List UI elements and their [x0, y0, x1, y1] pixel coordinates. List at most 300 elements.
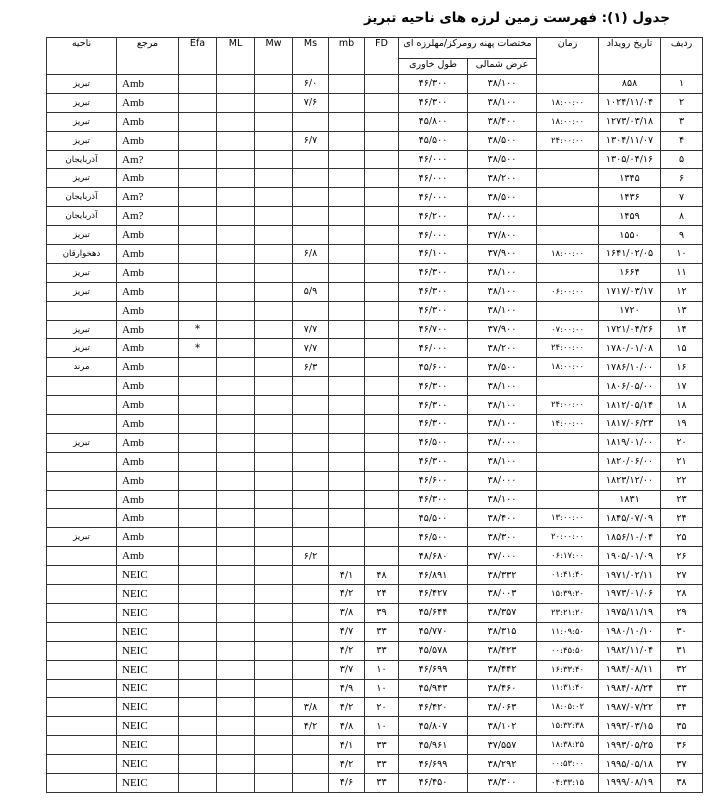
- cell-mb: [329, 490, 365, 509]
- cell-fd: ۳۳: [365, 641, 399, 660]
- cell-lat: ۳۸/۵۰۰: [468, 188, 537, 207]
- cell-lon: ۴۵/۹۶۱: [399, 736, 468, 755]
- cell-fd: ۲۰: [365, 698, 399, 717]
- cell-mw: [255, 433, 293, 452]
- cell-date: ۱۷۲۱/۰۴/۲۶: [599, 320, 661, 339]
- cell-lon: ۴۶/۸۹۱: [399, 566, 468, 585]
- cell-time: ۱۱:۳۱:۴۰: [537, 679, 599, 698]
- cell-lon: ۴۵/۵۰۰: [399, 509, 468, 528]
- cell-lon: ۴۵/۵۰۰: [399, 131, 468, 150]
- cell-ms: [293, 207, 329, 226]
- cell-row: ۱: [661, 75, 703, 94]
- cell-mb: [329, 207, 365, 226]
- cell-row: ۱۵: [661, 339, 703, 358]
- cell-date: ۱۸۴۵/۰۷/۰۹: [599, 509, 661, 528]
- cell-mw: [255, 603, 293, 622]
- table-title: جدول (۱): فهرست زمین لرزه های ناحیه تبریز: [363, 10, 670, 26]
- cell-ref: Amb: [117, 433, 179, 452]
- table-row: [47, 377, 703, 396]
- cell-ms: ۷/۷: [293, 320, 329, 339]
- cell-region: تبریز: [47, 131, 117, 150]
- cell-fd: [365, 358, 399, 377]
- cell-ms: ۶/۰: [293, 75, 329, 94]
- cell-lat: ۳۸/۳۳۲: [468, 566, 537, 585]
- cell-mw: [255, 263, 293, 282]
- cell-ms: [293, 226, 329, 245]
- cell-ref: Amb: [117, 415, 179, 434]
- cell-mb: [329, 509, 365, 528]
- cell-row: ۱۹: [661, 415, 703, 434]
- cell-efa: [179, 471, 217, 490]
- header-epicenter: مختصات پهنه رومرکز/مهلرزه ای: [399, 38, 537, 59]
- cell-lat: ۳۸/۱۰۲: [468, 717, 537, 736]
- cell-time: ۱۴:۰۰:۰۰: [537, 415, 599, 434]
- cell-lon: ۴۶/۴۲۰: [399, 698, 468, 717]
- cell-time: ۱۵:۳۲:۳۸: [537, 717, 599, 736]
- cell-time: [537, 150, 599, 169]
- cell-time: ۱۸:۰۰:۰۰: [537, 112, 599, 131]
- table-row: [47, 263, 703, 282]
- cell-efa: *: [179, 320, 217, 339]
- cell-fd: ۱۰: [365, 660, 399, 679]
- table-row: [47, 717, 703, 736]
- cell-mb: [329, 471, 365, 490]
- cell-ref: Amb: [117, 320, 179, 339]
- cell-row: ۹: [661, 226, 703, 245]
- cell-efa: [179, 528, 217, 547]
- cell-ref: NEIC: [117, 660, 179, 679]
- table-row: [47, 433, 703, 452]
- cell-mb: [329, 358, 365, 377]
- cell-fd: ۲۴: [365, 585, 399, 604]
- table-row: [47, 93, 703, 112]
- table-row: [47, 301, 703, 320]
- cell-date: ۱۸۳۱: [599, 490, 661, 509]
- cell-mw: [255, 622, 293, 641]
- cell-lat: ۳۸/۱۰۰: [468, 415, 537, 434]
- cell-ml: [217, 339, 255, 358]
- cell-mw: [255, 736, 293, 755]
- cell-time: ۱۶:۳۳:۴۰: [537, 660, 599, 679]
- cell-ref: Amb: [117, 377, 179, 396]
- table-row: [47, 698, 703, 717]
- cell-date: ۱۴۳۶: [599, 188, 661, 207]
- cell-time: ۰۰:۴۵:۵۰: [537, 641, 599, 660]
- cell-region: [47, 452, 117, 471]
- cell-ms: [293, 603, 329, 622]
- cell-fd: ۳۹: [365, 603, 399, 622]
- header-ref: مرجع: [117, 38, 179, 75]
- cell-efa: [179, 698, 217, 717]
- table-row: [47, 622, 703, 641]
- cell-mw: [255, 679, 293, 698]
- cell-time: ۰۷:۰۰:۰۰: [537, 320, 599, 339]
- cell-efa: [179, 452, 217, 471]
- table-row: [47, 339, 703, 358]
- cell-row: ۳۴: [661, 698, 703, 717]
- cell-row: ۲۹: [661, 603, 703, 622]
- cell-fd: [365, 93, 399, 112]
- cell-ms: [293, 263, 329, 282]
- cell-lat: ۳۸/۴۲۳: [468, 641, 537, 660]
- cell-time: [537, 490, 599, 509]
- cell-mw: [255, 471, 293, 490]
- cell-region: تبریز: [47, 263, 117, 282]
- cell-mb: [329, 112, 365, 131]
- cell-ref: Am?: [117, 207, 179, 226]
- cell-row: ۳۰: [661, 622, 703, 641]
- cell-row: ۱۳: [661, 301, 703, 320]
- cell-ms: ۴/۲: [293, 717, 329, 736]
- cell-region: [47, 547, 117, 566]
- cell-lat: ۳۷/۵۵۷: [468, 736, 537, 755]
- cell-lat: ۳۸/۴۶۰: [468, 679, 537, 698]
- cell-ml: [217, 566, 255, 585]
- cell-ms: ۶/۸: [293, 245, 329, 264]
- cell-lon: ۴۶/۴۲۷: [399, 585, 468, 604]
- table-row: [47, 660, 703, 679]
- table-row: [47, 150, 703, 169]
- cell-lat: ۳۷/۹۰۰: [468, 245, 537, 264]
- cell-mb: [329, 320, 365, 339]
- cell-mw: [255, 301, 293, 320]
- cell-region: تبریز: [47, 93, 117, 112]
- cell-time: ۱۱:۰۹:۵۰: [537, 622, 599, 641]
- cell-ml: [217, 509, 255, 528]
- cell-fd: [365, 547, 399, 566]
- table-row: [47, 320, 703, 339]
- table-row: [47, 169, 703, 188]
- cell-mw: [255, 282, 293, 301]
- cell-lon: ۴۶/۰۰۰: [399, 339, 468, 358]
- cell-ms: [293, 490, 329, 509]
- cell-fd: [365, 150, 399, 169]
- cell-ref: Amb: [117, 75, 179, 94]
- cell-region: [47, 660, 117, 679]
- cell-efa: [179, 169, 217, 188]
- cell-date: ۱۰۲۴/۱۱/۰۴: [599, 93, 661, 112]
- cell-ref: NEIC: [117, 736, 179, 755]
- cell-ref: Am?: [117, 188, 179, 207]
- cell-mw: [255, 773, 293, 792]
- cell-row: ۳۵: [661, 717, 703, 736]
- cell-ms: [293, 641, 329, 660]
- cell-region: تبریز: [47, 226, 117, 245]
- table-row: [47, 75, 703, 94]
- cell-time: ۲۰:۰۰:۰۰: [537, 528, 599, 547]
- cell-ms: ۳/۸: [293, 698, 329, 717]
- cell-mw: [255, 452, 293, 471]
- cell-lat: ۳۸/۱۰۰: [468, 452, 537, 471]
- cell-fd: ۱۰: [365, 679, 399, 698]
- cell-row: ۱۰: [661, 245, 703, 264]
- cell-efa: [179, 415, 217, 434]
- cell-ref: Amb: [117, 93, 179, 112]
- cell-region: [47, 509, 117, 528]
- cell-date: ۸۵۸: [599, 75, 661, 94]
- cell-mb: [329, 452, 365, 471]
- cell-mw: [255, 698, 293, 717]
- cell-ml: [217, 282, 255, 301]
- cell-ml: [217, 169, 255, 188]
- cell-lat: ۳۸/۲۰۰: [468, 339, 537, 358]
- cell-lat: ۳۷/۸۰۰: [468, 226, 537, 245]
- cell-fd: [365, 396, 399, 415]
- cell-mw: [255, 226, 293, 245]
- cell-ref: Amb: [117, 131, 179, 150]
- cell-time: ۲۴:۰۰:۰۰: [537, 131, 599, 150]
- cell-region: [47, 301, 117, 320]
- cell-ml: [217, 641, 255, 660]
- cell-row: ۵: [661, 150, 703, 169]
- cell-efa: [179, 566, 217, 585]
- header-date: تاریخ رویداد: [599, 38, 661, 75]
- cell-ref: NEIC: [117, 622, 179, 641]
- cell-region: تبریز: [47, 433, 117, 452]
- cell-time: ۱۵:۳۹:۲۰: [537, 585, 599, 604]
- cell-lat: ۳۸/۰۰۰: [468, 433, 537, 452]
- cell-mb: [329, 377, 365, 396]
- cell-mw: [255, 566, 293, 585]
- cell-row: ۲۵: [661, 528, 703, 547]
- cell-efa: [179, 717, 217, 736]
- cell-time: ۱۳:۰۰:۰۰: [537, 509, 599, 528]
- cell-date: ۱۲۷۳/۰۳/۱۸: [599, 112, 661, 131]
- cell-lat: ۳۸/۱۰۰: [468, 75, 537, 94]
- cell-region: تبریز: [47, 112, 117, 131]
- cell-mw: [255, 150, 293, 169]
- cell-region: تبریز: [47, 339, 117, 358]
- cell-date: ۱۹۹۵/۰۵/۱۸: [599, 755, 661, 774]
- table-body: [47, 75, 703, 793]
- cell-mb: [329, 263, 365, 282]
- cell-date: ۱۷۸۰/۰۱/۰۸: [599, 339, 661, 358]
- cell-fd: [365, 169, 399, 188]
- cell-ml: [217, 433, 255, 452]
- cell-fd: ۴۸: [365, 566, 399, 585]
- cell-mb: ۴/۲: [329, 755, 365, 774]
- cell-date: ۱۷۲۰: [599, 301, 661, 320]
- cell-fd: [365, 188, 399, 207]
- cell-ms: [293, 415, 329, 434]
- cell-ref: NEIC: [117, 755, 179, 774]
- table-row: [47, 547, 703, 566]
- cell-mb: ۳/۸: [329, 603, 365, 622]
- table-row: [47, 509, 703, 528]
- cell-ml: [217, 131, 255, 150]
- cell-mb: [329, 226, 365, 245]
- cell-fd: [365, 339, 399, 358]
- cell-fd: ۱۰: [365, 717, 399, 736]
- cell-mb: [329, 415, 365, 434]
- cell-mw: [255, 528, 293, 547]
- cell-row: ۲۳: [661, 490, 703, 509]
- cell-fd: [365, 490, 399, 509]
- cell-ms: [293, 773, 329, 792]
- cell-efa: [179, 301, 217, 320]
- cell-date: ۱۷۱۷/۰۳/۱۷: [599, 282, 661, 301]
- cell-efa: [179, 188, 217, 207]
- cell-efa: [179, 396, 217, 415]
- cell-lat: ۳۸/۰۰۳: [468, 585, 537, 604]
- cell-row: ۱۴: [661, 320, 703, 339]
- cell-fd: [365, 377, 399, 396]
- cell-time: [537, 207, 599, 226]
- cell-lon: ۴۶/۳۰۰: [399, 490, 468, 509]
- cell-ref: Amb: [117, 490, 179, 509]
- header-fd: FD: [365, 38, 399, 75]
- cell-region: تبریز: [47, 282, 117, 301]
- cell-date: ۱۴۵۹: [599, 207, 661, 226]
- cell-lat: ۳۸/۳۱۵: [468, 622, 537, 641]
- cell-ml: [217, 377, 255, 396]
- cell-lat: ۳۸/۲۰۰: [468, 169, 537, 188]
- header-row: ردیف: [661, 38, 703, 75]
- cell-ref: Amb: [117, 112, 179, 131]
- cell-lat: ۳۷/۰۰۰: [468, 547, 537, 566]
- cell-lon: ۴۶/۰۰۰: [399, 169, 468, 188]
- cell-mw: [255, 112, 293, 131]
- cell-ref: Amb: [117, 528, 179, 547]
- cell-region: [47, 679, 117, 698]
- cell-time: [537, 301, 599, 320]
- cell-mb: [329, 433, 365, 452]
- cell-time: ۱۸:۰۰:۰۰: [537, 358, 599, 377]
- table-row: [47, 207, 703, 226]
- cell-ml: [217, 679, 255, 698]
- cell-region: [47, 736, 117, 755]
- cell-lat: ۳۸/۳۰۰: [468, 773, 537, 792]
- cell-date: ۱۹۹۳/۰۳/۱۵: [599, 717, 661, 736]
- table-row: [47, 641, 703, 660]
- cell-time: ۰۶:۱۷:۰۰: [537, 547, 599, 566]
- cell-ml: [217, 245, 255, 264]
- cell-lat: ۳۸/۱۰۰: [468, 396, 537, 415]
- cell-region: [47, 490, 117, 509]
- cell-row: ۶: [661, 169, 703, 188]
- cell-date: ۱۸۰۶/۰۵/۰۰: [599, 377, 661, 396]
- cell-lat: ۳۸/۱۰۰: [468, 93, 537, 112]
- cell-lat: ۳۸/۱۰۰: [468, 301, 537, 320]
- cell-efa: [179, 93, 217, 112]
- cell-date: ۱۳۰۴/۱۱/۰۷: [599, 131, 661, 150]
- cell-region: تبریز: [47, 169, 117, 188]
- cell-ref: Amb: [117, 452, 179, 471]
- table-row: [47, 396, 703, 415]
- cell-lon: ۴۶/۵۰۰: [399, 528, 468, 547]
- cell-efa: [179, 736, 217, 755]
- cell-ml: [217, 773, 255, 792]
- cell-mw: [255, 207, 293, 226]
- cell-ms: [293, 169, 329, 188]
- cell-fd: ۳۳: [365, 736, 399, 755]
- cell-mw: [255, 717, 293, 736]
- cell-region: مرند: [47, 358, 117, 377]
- cell-efa: [179, 547, 217, 566]
- table-row: [47, 471, 703, 490]
- cell-region: [47, 698, 117, 717]
- cell-efa: [179, 603, 217, 622]
- cell-mb: [329, 169, 365, 188]
- cell-lon: ۴۵/۶۴۴: [399, 603, 468, 622]
- cell-ms: [293, 301, 329, 320]
- header-efa: Efa: [179, 38, 217, 75]
- cell-mw: [255, 377, 293, 396]
- cell-ms: [293, 622, 329, 641]
- cell-efa: [179, 207, 217, 226]
- cell-lon: ۴۶/۳۰۰: [399, 75, 468, 94]
- cell-mb: [329, 93, 365, 112]
- cell-mw: [255, 547, 293, 566]
- cell-fd: ۳۳: [365, 755, 399, 774]
- cell-fd: [365, 509, 399, 528]
- cell-row: ۳۷: [661, 755, 703, 774]
- cell-mb: ۴/۱: [329, 736, 365, 755]
- cell-ml: [217, 471, 255, 490]
- table-row: [47, 755, 703, 774]
- cell-lon: ۴۶/۳۰۰: [399, 301, 468, 320]
- cell-ml: [217, 415, 255, 434]
- cell-lon: ۴۶/۰۰۰: [399, 188, 468, 207]
- cell-ms: [293, 736, 329, 755]
- cell-time: ۰۱:۴۱:۴۰: [537, 566, 599, 585]
- cell-ml: [217, 603, 255, 622]
- cell-efa: [179, 131, 217, 150]
- table-row: [47, 415, 703, 434]
- cell-ms: [293, 528, 329, 547]
- cell-ml: [217, 452, 255, 471]
- cell-lon: ۴۶/۳۰۰: [399, 282, 468, 301]
- cell-mw: [255, 339, 293, 358]
- table-row: [47, 773, 703, 792]
- table-row: [47, 131, 703, 150]
- cell-region: [47, 773, 117, 792]
- cell-region: [47, 396, 117, 415]
- cell-row: ۳: [661, 112, 703, 131]
- cell-mw: [255, 490, 293, 509]
- table-row: [47, 679, 703, 698]
- cell-ref: Amb: [117, 263, 179, 282]
- cell-fd: [365, 245, 399, 264]
- cell-row: ۲۶: [661, 547, 703, 566]
- cell-ml: [217, 736, 255, 755]
- cell-ms: [293, 433, 329, 452]
- cell-fd: [365, 263, 399, 282]
- cell-mw: [255, 415, 293, 434]
- cell-row: ۳۲: [661, 660, 703, 679]
- cell-region: [47, 566, 117, 585]
- cell-lon: ۴۶/۶۹۹: [399, 660, 468, 679]
- cell-ms: [293, 585, 329, 604]
- cell-mw: [255, 169, 293, 188]
- cell-region: [47, 471, 117, 490]
- cell-fd: [365, 75, 399, 94]
- cell-fd: [365, 471, 399, 490]
- cell-time: [537, 75, 599, 94]
- cell-time: [537, 377, 599, 396]
- cell-lon: ۴۶/۱۰۰: [399, 245, 468, 264]
- cell-row: ۱۲: [661, 282, 703, 301]
- cell-mw: [255, 93, 293, 112]
- cell-lon: ۴۶/۲۰۰: [399, 207, 468, 226]
- cell-lon: ۴۵/۶۰۰: [399, 358, 468, 377]
- cell-date: ۱۹۸۲/۱۱/۰۴: [599, 641, 661, 660]
- cell-ml: [217, 93, 255, 112]
- cell-ref: NEIC: [117, 717, 179, 736]
- cell-ref: NEIC: [117, 679, 179, 698]
- cell-time: ۲۳:۲۱:۲۰: [537, 603, 599, 622]
- cell-ml: [217, 150, 255, 169]
